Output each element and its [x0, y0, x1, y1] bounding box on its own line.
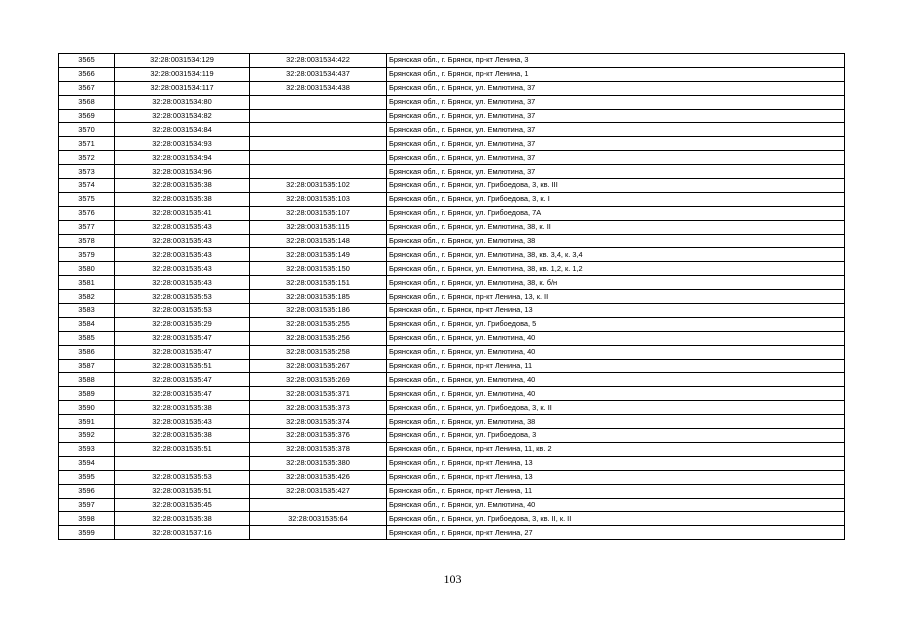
cadastral-number-cell: 32:28:0031535:38 — [115, 192, 250, 206]
address-cell: Брянская обл., г. Брянск, ул. Емлютина, 38, кв. 1,2, к. 1,2 — [387, 262, 845, 276]
address-cell: Брянская обл., г. Брянск, ул. Емлютина, 40 — [387, 331, 845, 345]
row-number-cell: 3573 — [59, 165, 115, 179]
linked-cadastral-number-cell — [250, 498, 387, 512]
row-number-cell: 3572 — [59, 151, 115, 165]
table-row — [59, 151, 845, 165]
address-cell: Брянская обл., г. Брянск, ул. Емлютина, 40 — [387, 345, 845, 359]
table-row — [59, 206, 845, 220]
table-row — [59, 81, 845, 95]
table-row — [59, 262, 845, 276]
registry-table — [58, 53, 845, 540]
cadastral-number-cell: 32:28:0031534:96 — [115, 165, 250, 179]
address-cell: Брянская обл., г. Брянск, ул. Емлютина, 37 — [387, 165, 845, 179]
linked-cadastral-number-cell: 32:28:0031535:102 — [250, 179, 387, 193]
cadastral-number-cell: 32:28:0031535:51 — [115, 442, 250, 456]
row-number-cell: 3582 — [59, 290, 115, 304]
table-row — [59, 345, 845, 359]
cadastral-number-cell: 32:28:0031535:43 — [115, 262, 250, 276]
registry-table-body — [59, 54, 845, 540]
address-cell: Брянская обл., г. Брянск, ул. Емлютина, 38 — [387, 234, 845, 248]
cadastral-number-cell: 32:28:0031535:29 — [115, 317, 250, 331]
address-cell: Брянская обл., г. Брянск, ул. Емлютина, 38 — [387, 415, 845, 429]
table-row — [59, 401, 845, 415]
address-cell: Брянская обл., г. Брянск, пр-кт Ленина, 11 — [387, 484, 845, 498]
row-number-cell: 3592 — [59, 429, 115, 443]
row-number-cell: 3576 — [59, 206, 115, 220]
linked-cadastral-number-cell: 32:28:0031535:269 — [250, 373, 387, 387]
cadastral-number-cell: 32:28:0031534:80 — [115, 95, 250, 109]
address-cell: Брянская обл., г. Брянск, ул. Емлютина, 38, к. II — [387, 220, 845, 234]
table-row — [59, 317, 845, 331]
address-cell: Брянская обл., г. Брянск, пр-кт Ленина, 11 — [387, 359, 845, 373]
address-cell: Брянская обл., г. Брянск, ул. Грибоедова, 3, к. I — [387, 192, 845, 206]
address-cell: Брянская обл., г. Брянск, ул. Грибоедова, 3, к. II — [387, 401, 845, 415]
address-cell: Брянская обл., г. Брянск, ул. Грибоедова, 3, кв. III — [387, 179, 845, 193]
cadastral-number-cell: 32:28:0031534:129 — [115, 54, 250, 68]
cadastral-number-cell: 32:28:0031535:38 — [115, 401, 250, 415]
table-row — [59, 415, 845, 429]
table-row — [59, 290, 845, 304]
address-cell: Брянская обл., г. Брянск, ул. Емлютина, 37 — [387, 123, 845, 137]
row-number-cell: 3587 — [59, 359, 115, 373]
address-cell: Брянская обл., г. Брянск, ул. Емлютина, 40 — [387, 387, 845, 401]
cadastral-number-cell: 32:28:0031535:38 — [115, 179, 250, 193]
address-cell: Брянская обл., г. Брянск, ул. Емлютина, 37 — [387, 81, 845, 95]
address-cell: Брянская обл., г. Брянск, ул. Емлютина, 38, кв. 3,4, к. 3,4 — [387, 248, 845, 262]
linked-cadastral-number-cell: 32:28:0031535:103 — [250, 192, 387, 206]
address-cell: Брянская обл., г. Брянск, ул. Емлютина, 38, к. б/н — [387, 276, 845, 290]
address-cell: Брянская обл., г. Брянск, ул. Емлютина, 40 — [387, 498, 845, 512]
table-row — [59, 165, 845, 179]
cadastral-number-cell: 32:28:0031535:43 — [115, 248, 250, 262]
linked-cadastral-number-cell — [250, 95, 387, 109]
linked-cadastral-number-cell: 32:28:0031535:426 — [250, 470, 387, 484]
cadastral-number-cell: 32:28:0031535:43 — [115, 234, 250, 248]
table-row — [59, 137, 845, 151]
address-cell: Брянская обл., г. Брянск, ул. Емлютина, 40 — [387, 373, 845, 387]
cadastral-number-cell: 32:28:0031534:119 — [115, 67, 250, 81]
table-row — [59, 359, 845, 373]
row-number-cell: 3566 — [59, 67, 115, 81]
cadastral-number-cell: 32:28:0031535:53 — [115, 290, 250, 304]
linked-cadastral-number-cell: 32:28:0031535:149 — [250, 248, 387, 262]
row-number-cell: 3598 — [59, 512, 115, 526]
linked-cadastral-number-cell: 32:28:0031535:185 — [250, 290, 387, 304]
row-number-cell: 3579 — [59, 248, 115, 262]
row-number-cell: 3584 — [59, 317, 115, 331]
table-row — [59, 123, 845, 137]
table-row — [59, 109, 845, 123]
table-row — [59, 429, 845, 443]
table-row — [59, 304, 845, 318]
table-row — [59, 498, 845, 512]
row-number-cell: 3578 — [59, 234, 115, 248]
linked-cadastral-number-cell: 32:28:0031535:64 — [250, 512, 387, 526]
row-number-cell: 3580 — [59, 262, 115, 276]
address-cell: Брянская обл., г. Брянск, пр-кт Ленина, 13 — [387, 304, 845, 318]
cadastral-number-cell: 32:28:0031534:117 — [115, 81, 250, 95]
row-number-cell: 3570 — [59, 123, 115, 137]
cadastral-number-cell: 32:28:0031535:47 — [115, 331, 250, 345]
row-number-cell: 3583 — [59, 304, 115, 318]
row-number-cell: 3565 — [59, 54, 115, 68]
row-number-cell: 3597 — [59, 498, 115, 512]
cadastral-number-cell: 32:28:0031535:43 — [115, 415, 250, 429]
address-cell: Брянская обл., г. Брянск, пр-кт Ленина, 3 — [387, 54, 845, 68]
table-row — [59, 179, 845, 193]
cadastral-number-cell: 32:28:0031537:16 — [115, 526, 250, 540]
linked-cadastral-number-cell — [250, 109, 387, 123]
row-number-cell: 3593 — [59, 442, 115, 456]
linked-cadastral-number-cell — [250, 137, 387, 151]
row-number-cell: 3577 — [59, 220, 115, 234]
address-cell: Брянская обл., г. Брянск, пр-кт Ленина, 1 — [387, 67, 845, 81]
table-row — [59, 192, 845, 206]
linked-cadastral-number-cell: 32:28:0031534:438 — [250, 81, 387, 95]
page-number: 103 — [443, 572, 462, 586]
table-row — [59, 484, 845, 498]
table-row — [59, 387, 845, 401]
linked-cadastral-number-cell: 32:28:0031535:115 — [250, 220, 387, 234]
cadastral-number-cell: 32:28:0031535:38 — [115, 512, 250, 526]
linked-cadastral-number-cell: 32:28:0031534:437 — [250, 67, 387, 81]
table-row — [59, 470, 845, 484]
linked-cadastral-number-cell — [250, 165, 387, 179]
cadastral-number-cell: 32:28:0031535:51 — [115, 359, 250, 373]
row-number-cell: 3569 — [59, 109, 115, 123]
address-cell: Брянская обл., г. Брянск, ул. Грибоедова, 5 — [387, 317, 845, 331]
row-number-cell: 3599 — [59, 526, 115, 540]
table-row — [59, 331, 845, 345]
table-row — [59, 220, 845, 234]
table-row — [59, 276, 845, 290]
table-row — [59, 526, 845, 540]
row-number-cell: 3571 — [59, 137, 115, 151]
linked-cadastral-number-cell: 32:28:0031535:150 — [250, 262, 387, 276]
linked-cadastral-number-cell: 32:28:0031535:373 — [250, 401, 387, 415]
address-cell: Брянская обл., г. Брянск, ул. Емлютина, 37 — [387, 137, 845, 151]
linked-cadastral-number-cell: 32:28:0031535:255 — [250, 317, 387, 331]
cadastral-number-cell: 32:28:0031535:53 — [115, 304, 250, 318]
table-row — [59, 456, 845, 470]
cadastral-number-cell: 32:28:0031534:94 — [115, 151, 250, 165]
linked-cadastral-number-cell: 32:28:0031535:380 — [250, 456, 387, 470]
cadastral-number-cell: 32:28:0031534:93 — [115, 137, 250, 151]
table-row — [59, 54, 845, 68]
table-row — [59, 248, 845, 262]
row-number-cell: 3589 — [59, 387, 115, 401]
cadastral-number-cell: 32:28:0031535:47 — [115, 387, 250, 401]
row-number-cell: 3588 — [59, 373, 115, 387]
linked-cadastral-number-cell: 32:28:0031535:371 — [250, 387, 387, 401]
linked-cadastral-number-cell: 32:28:0031535:267 — [250, 359, 387, 373]
linked-cadastral-number-cell: 32:28:0031535:374 — [250, 415, 387, 429]
row-number-cell: 3596 — [59, 484, 115, 498]
linked-cadastral-number-cell: 32:28:0031535:427 — [250, 484, 387, 498]
cadastral-number-cell: 32:28:0031535:43 — [115, 276, 250, 290]
row-number-cell: 3585 — [59, 331, 115, 345]
address-cell: Брянская обл., г. Брянск, пр-кт Ленина, 27 — [387, 526, 845, 540]
linked-cadastral-number-cell: 32:28:0031535:376 — [250, 429, 387, 443]
address-cell: Брянская обл., г. Брянск, ул. Грибоедова, 3 — [387, 429, 845, 443]
cadastral-number-cell: 32:28:0031535:45 — [115, 498, 250, 512]
linked-cadastral-number-cell — [250, 151, 387, 165]
cadastral-number-cell: 32:28:0031534:84 — [115, 123, 250, 137]
cadastral-number-cell: 32:28:0031535:51 — [115, 484, 250, 498]
row-number-cell: 3586 — [59, 345, 115, 359]
linked-cadastral-number-cell — [250, 123, 387, 137]
table-row — [59, 95, 845, 109]
linked-cadastral-number-cell: 32:28:0031535:151 — [250, 276, 387, 290]
linked-cadastral-number-cell: 32:28:0031535:186 — [250, 304, 387, 318]
linked-cadastral-number-cell: 32:28:0031535:256 — [250, 331, 387, 345]
row-number-cell: 3595 — [59, 470, 115, 484]
cadastral-number-cell: 32:28:0031535:38 — [115, 429, 250, 443]
address-cell: Брянская обл., г. Брянск, пр-кт Ленина, 13 — [387, 470, 845, 484]
address-cell: Брянская обл., г. Брянск, ул. Грибоедова, 3, кв. II, к. II — [387, 512, 845, 526]
row-number-cell: 3590 — [59, 401, 115, 415]
address-cell: Брянская обл., г. Брянск, ул. Грибоедова, 7А — [387, 206, 845, 220]
cadastral-number-cell: 32:28:0031535:43 — [115, 220, 250, 234]
cadastral-number-cell: 32:28:0031535:47 — [115, 373, 250, 387]
cadastral-number-cell: 32:28:0031535:41 — [115, 206, 250, 220]
table-row — [59, 234, 845, 248]
linked-cadastral-number-cell: 32:28:0031535:378 — [250, 442, 387, 456]
row-number-cell: 3567 — [59, 81, 115, 95]
cadastral-number-cell: 32:28:0031535:47 — [115, 345, 250, 359]
table-row — [59, 373, 845, 387]
row-number-cell: 3581 — [59, 276, 115, 290]
cadastral-number-cell: 32:28:0031535:53 — [115, 470, 250, 484]
row-number-cell: 3575 — [59, 192, 115, 206]
row-number-cell: 3591 — [59, 415, 115, 429]
address-cell: Брянская обл., г. Брянск, ул. Емлютина, 37 — [387, 151, 845, 165]
cadastral-number-cell — [115, 456, 250, 470]
address-cell: Брянская обл., г. Брянск, пр-кт Ленина, 11, кв. 2 — [387, 442, 845, 456]
address-cell: Брянская обл., г. Брянск, пр-кт Ленина, 13, к. II — [387, 290, 845, 304]
address-cell: Брянская обл., г. Брянск, пр-кт Ленина, 13 — [387, 456, 845, 470]
linked-cadastral-number-cell: 32:28:0031534:422 — [250, 54, 387, 68]
cadastral-number-cell: 32:28:0031534:82 — [115, 109, 250, 123]
linked-cadastral-number-cell — [250, 526, 387, 540]
row-number-cell: 3574 — [59, 179, 115, 193]
table-row — [59, 67, 845, 81]
linked-cadastral-number-cell: 32:28:0031535:258 — [250, 345, 387, 359]
table-row — [59, 512, 845, 526]
address-cell: Брянская обл., г. Брянск, ул. Емлютина, 37 — [387, 95, 845, 109]
address-cell: Брянская обл., г. Брянск, ул. Емлютина, 37 — [387, 109, 845, 123]
row-number-cell: 3568 — [59, 95, 115, 109]
linked-cadastral-number-cell: 32:28:0031535:107 — [250, 206, 387, 220]
row-number-cell: 3594 — [59, 456, 115, 470]
table-row — [59, 442, 845, 456]
linked-cadastral-number-cell: 32:28:0031535:148 — [250, 234, 387, 248]
